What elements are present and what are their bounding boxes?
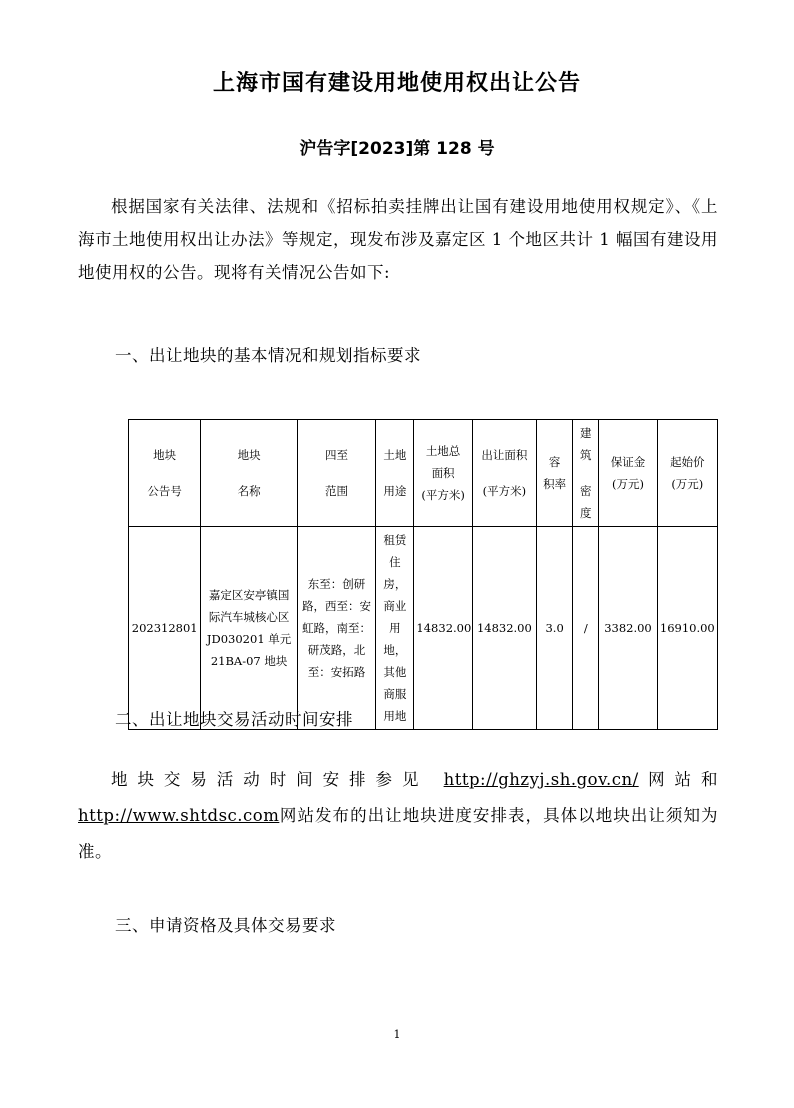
- section-2-heading: 二、出让地块交易活动时间安排: [115, 710, 353, 729]
- header-total-area: 土地总 面积 (平方米): [414, 420, 472, 527]
- header-plot-name: 地块 名称: [201, 420, 297, 527]
- cell-density: /: [573, 527, 599, 730]
- link-shtdsc[interactable]: http://www.shtdsc.com: [78, 806, 280, 825]
- link-ghzyj[interactable]: http://ghzyj.sh.gov.cn/: [443, 770, 639, 789]
- table-header-row: [129, 420, 718, 527]
- header-boundaries: 四至 范围: [297, 420, 375, 527]
- header-density: 建筑 密度: [573, 420, 599, 527]
- land-plot-table: [128, 419, 718, 730]
- document-number: 沪告字[2023]第 128 号: [299, 139, 495, 159]
- cell-start-price: 16910.00: [657, 527, 717, 730]
- cell-far: 3.0: [537, 527, 573, 730]
- header-plot-no: 地块 公告号: [129, 420, 201, 527]
- intro-paragraph: 根据国家有关法律、法规和《招标拍卖挂牌出让国有建设用地使用权规定》、《上海市土地使用权出让办法》等规定，现发布涉及嘉定区 1 个地区共计 1 幅国有建设用地使用权的公告。现将有关情况公告如下:: [78, 197, 718, 282]
- section-3-heading: 三、申请资格及具体交易要求: [115, 916, 336, 935]
- cell-plot-no: 202312801: [129, 527, 201, 730]
- header-far: 容 积率: [537, 420, 573, 527]
- page-title: 上海市国有建设用地使用权出让公告: [212, 71, 581, 96]
- cell-land-use: 租赁住房，商业用地，其他商服用地: [376, 527, 414, 730]
- header-start-price: 起始价 (万元): [657, 420, 717, 527]
- cell-boundaries: 东至：创研路，西至：安虹路，南至：研茂路，北至：安拓路: [297, 527, 375, 730]
- cell-total-area: 14832.00: [414, 527, 472, 730]
- section-2-paragraph: [78, 762, 718, 870]
- page-number: 1: [393, 1028, 401, 1041]
- cell-deposit: 3382.00: [599, 527, 657, 730]
- section-2-text-after: 网站发布的出让地块进度安排表，具体以地块出让须知为准。: [78, 806, 718, 861]
- section-2-text-middle: 网站和: [638, 770, 719, 789]
- cell-plot-name: 嘉定区安亭镇国际汽车城核心区JD030201 单元21BA-07 地块: [201, 527, 297, 730]
- header-deposit: 保证金 (万元): [599, 420, 657, 527]
- section-1-heading: 一、出让地块的基本情况和规划指标要求: [115, 346, 421, 365]
- header-transfer-area: 出让面积 (平方米): [472, 420, 536, 527]
- cell-transfer-area: 14832.00: [472, 527, 536, 730]
- section-2-text-before: 地块交易活动时间安排参见: [111, 770, 429, 789]
- header-land-use: 土地 用途: [376, 420, 414, 527]
- table-row: [129, 527, 718, 730]
